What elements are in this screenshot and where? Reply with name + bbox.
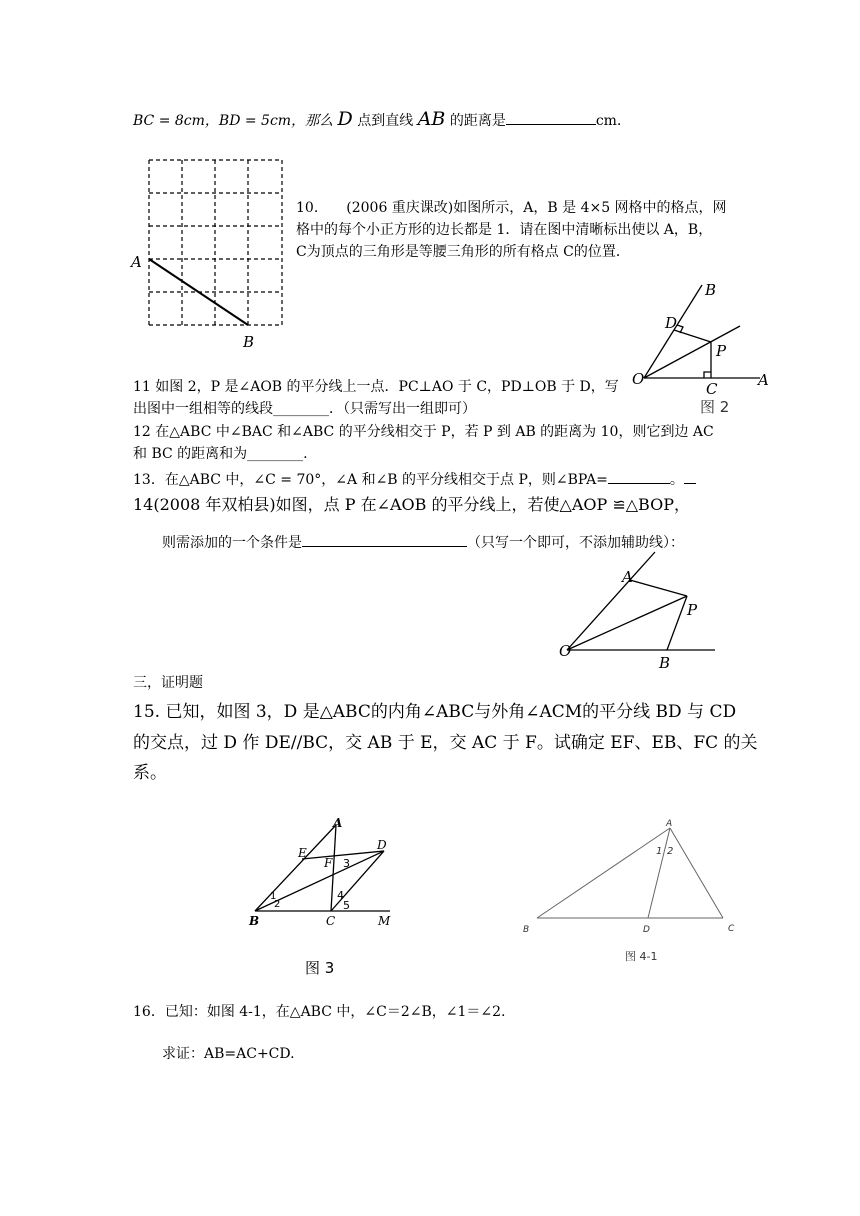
svg-text:D: D [377, 838, 387, 852]
figure-4-1-caption: 图 4-1 [625, 950, 658, 963]
q16-line2: 求证：AB=AC+CD. [162, 1046, 295, 1062]
svg-text:P: P [687, 601, 698, 619]
q15-line1: 15. 已知，如图 3，D 是△ABC的内角∠ABC与外角∠ACM的平分线 BD 与 CD [133, 702, 737, 722]
q12-line2: 和 BC 的距离和为________. [133, 446, 308, 462]
q12-line1: 12 在△ABC 中∠BAC 和∠ABC 的平分线相交于 P，若 P 到 AB 的距离为 10，则它到边 AC [133, 424, 714, 440]
q10-line3: C为顶点的三角形是等腰三角形的所有格点 C的位置． [296, 244, 630, 260]
q10-line1: 10. (2006 重庆课改)如图所示，A，B 是 4×5 网格中的格点，网 [296, 200, 727, 216]
svg-text:4: 4 [337, 889, 344, 902]
svg-text:M: M [378, 914, 391, 928]
section-title: 三，证明题 [133, 675, 203, 691]
svg-text:D: D [665, 314, 678, 332]
svg-text:A: A [666, 819, 673, 829]
svg-text:B: B [249, 914, 260, 928]
q9-tail: BC = 8cm，BD = 5cm，那么 D 点到直线 AB 的距离是 cm． [133, 108, 631, 130]
grid-label-b: B [243, 333, 255, 351]
figure-q14 [555, 548, 725, 672]
svg-text:2: 2 [667, 846, 674, 857]
figure-3 [240, 815, 400, 980]
svg-text:A: A [622, 568, 633, 586]
svg-text:A: A [758, 371, 769, 389]
figure-2-caption: 图 2 [700, 398, 730, 416]
q13-text: 13．在△ABC 中，∠C = 70°，∠A 和∠B 的平分线相交于点 P，则∠BPA= 。 [133, 469, 696, 489]
figure-3-caption: 图 3 [305, 959, 335, 977]
svg-text:E: E [298, 846, 307, 860]
q16-line1: 16．已知：如图 4-1，在△ABC 中，∠C＝2∠B，∠1＝∠2. [133, 1004, 506, 1020]
q11-line1: 11 如图 2，P 是∠AOB 的平分线上一点．PC⊥AO 于 C，PD⊥OB 于 D，写 [133, 379, 619, 395]
svg-text:2: 2 [274, 899, 281, 910]
answer-blank [608, 469, 670, 484]
svg-text:C: C [728, 924, 735, 934]
q15-line3: 系。 [133, 763, 167, 783]
q10-line2: 格中的每个小正方形的边长都是 1．请在图中清晰标出使以 A，B， [296, 222, 713, 238]
svg-text:B: B [523, 925, 530, 935]
svg-text:3: 3 [343, 857, 350, 870]
q14-line2: 则需添加的一个条件是 （只写一个即可，不添加辅助线）： [162, 532, 684, 552]
svg-text:O: O [559, 642, 572, 660]
svg-text:5: 5 [343, 899, 350, 912]
figure-2 [630, 280, 780, 420]
svg-text:C: C [326, 914, 336, 928]
svg-text:C: C [706, 380, 718, 398]
svg-text:1: 1 [270, 891, 277, 902]
answer-blank [506, 110, 596, 125]
svg-text:F: F [324, 856, 333, 870]
svg-text:B: B [705, 281, 717, 299]
svg-text:1: 1 [656, 846, 663, 857]
svg-text:B: B [659, 654, 671, 672]
answer-blank [302, 532, 467, 547]
svg-text:A: A [333, 816, 343, 830]
grid-figure [125, 155, 295, 355]
svg-text:P: P [716, 342, 727, 360]
svg-text:O: O [632, 370, 645, 388]
q15-line2: 的交点，过 D 作 DE//BC，交 AB 于 E，交 AC 于 F。试确定 EF、EB、FC 的关 [133, 733, 758, 753]
svg-text:D: D [643, 925, 650, 935]
q14-line1: 14(2008 年双柏县)如图，点 P 在∠AOB 的平分线上，若使△AOP ≌△BOP， [133, 495, 690, 514]
grid-label-a: A [131, 253, 142, 271]
q11-line2: 出图中一组相等的线段________．（只需写出一组即可） [133, 401, 476, 417]
figure-4-1 [515, 810, 745, 963]
